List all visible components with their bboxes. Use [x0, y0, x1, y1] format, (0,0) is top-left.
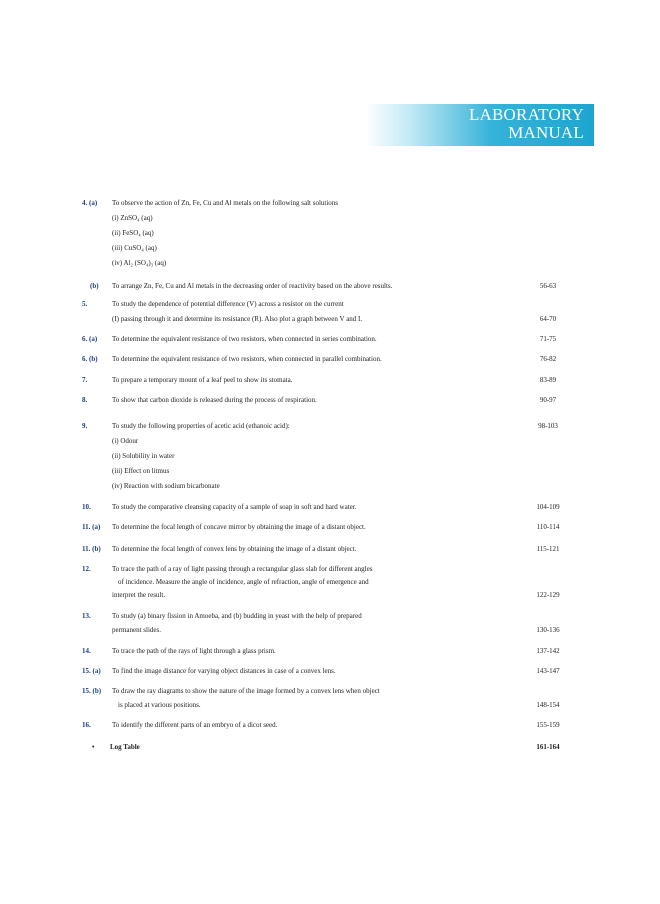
toc-number: (b)	[90, 282, 99, 290]
toc-subitem: (i) ZnSO₄ (aq)	[112, 214, 153, 222]
toc-number: 15. (a)	[82, 667, 101, 675]
toc-pages: 104-109	[536, 503, 560, 511]
banner-line-1: LABORATORY	[468, 105, 584, 124]
toc-pages: 110-114	[536, 523, 560, 531]
toc-title-cont: (I) passing through it and determine its resistance (R). Also plot a graph between V and I.	[112, 315, 363, 323]
toc-title: To study the following properties of acetic acid (ethanoic acid):	[112, 422, 290, 430]
toc-number: 11. (b)	[82, 545, 101, 553]
toc-number: 12.	[82, 565, 91, 573]
toc-title-cont: is placed at various positions.	[118, 701, 201, 709]
toc-pages: 148-154	[536, 701, 560, 709]
toc-title: To study (a) binary fission in Amoeba, and (b) budding in yeast with the help of prepared	[112, 612, 362, 620]
toc-number: 10.	[82, 503, 91, 511]
toc-number: 8.	[82, 396, 88, 404]
toc-pages: 76-82	[539, 355, 557, 363]
toc-pages: 64-70	[539, 315, 557, 323]
toc-number: 15. (b)	[82, 687, 102, 695]
toc-pages: 122-129	[536, 591, 560, 599]
toc-title: To determine the focal length of concave mirror by obtaining the image of a distant object.	[112, 523, 366, 531]
bullet: •	[92, 743, 95, 751]
toc-title: To arrange Zn, Fe, Cu and Al metals in the decreasing order of reactivity based on the above results.	[112, 282, 393, 290]
toc-number: 9.	[82, 422, 88, 430]
toc-title-cont: of incidence. Measure the angle of incidence, angle of refraction, angle of emergence and	[118, 578, 369, 586]
toc-title-cont: interpret the result.	[112, 591, 166, 599]
toc-number: 6. (a)	[82, 335, 98, 343]
toc-pages: 71-75	[539, 335, 557, 343]
toc-number: 7.	[82, 376, 88, 384]
toc-title: To show that carbon dioxide is released during the process of respiration.	[112, 396, 317, 404]
toc-number: 11. (a)	[82, 523, 101, 531]
toc-subitem: (ii) Solubility in water	[112, 452, 175, 460]
toc-pages: 130-136	[536, 626, 560, 634]
toc-title: To determine the focal length of convex lens by obtaining the image of a distant object.	[112, 545, 357, 553]
toc-pages: 115-121	[536, 545, 560, 553]
toc-pages: 143-147	[536, 667, 560, 675]
toc-subitem: (i) Odour	[112, 437, 139, 445]
toc-title: To trace the path of the rays of light through a glass prism.	[112, 647, 276, 655]
toc-title: To determine the equivalent resistance of two resistors, when connected in series combination.	[112, 335, 377, 343]
toc-pages: 155-159	[536, 721, 560, 729]
toc-number: 13.	[82, 612, 91, 620]
toc-subitem: (iii) Effect on litmus	[112, 467, 170, 475]
toc-title: To find the image distance for varying object distances in case of a convex lens.	[112, 667, 336, 675]
toc-title: To trace the path of a ray of light passing through a rectangular glass slab for different angles	[112, 565, 373, 573]
toc-pages: 137-142	[536, 647, 560, 655]
toc-title: To determine the equivalent resistance of two resistors, when connected in parallel combination.	[112, 355, 382, 363]
toc-title: To identify the different parts of an embryo of a dicot seed.	[112, 721, 278, 729]
toc-subitem: (ii) FeSO₄ (aq)	[112, 229, 154, 237]
toc-title: To observe the action of Zn, Fe, Cu and Al metals on the following salt solutions	[112, 199, 339, 207]
toc-number: 6. (b)	[82, 355, 98, 363]
toc-title: To prepare a temporary mount of a leaf peel to show its stomata.	[112, 376, 293, 384]
toc-subitem: (iv) Reaction with sodium bicarbonate	[112, 482, 220, 490]
toc-subitem: (iii) CuSO₄ (aq)	[112, 244, 157, 252]
toc-title: Log Table	[110, 743, 140, 751]
toc-subitem: (iv) Al₂ (SO₄)₃ (aq)	[112, 259, 167, 267]
toc-title-cont: permanent slides.	[112, 626, 161, 634]
toc-number: 14.	[82, 647, 91, 655]
toc-title: To study the dependence of potential difference (V) across a resistor on the current	[112, 300, 344, 308]
toc-pages: 90-97	[539, 396, 557, 404]
toc-number: 5.	[82, 300, 88, 308]
toc-pages: 161-164	[536, 743, 560, 751]
toc-number: 16.	[82, 721, 91, 729]
toc-title: To study the comparative cleansing capacity of a sample of soap in soft and hard water.	[112, 503, 357, 511]
toc-number: 4. (a)	[82, 199, 98, 207]
toc-title: To draw the ray diagrams to show the nature of the image formed by a convex lens when object	[112, 687, 380, 695]
toc-pages: 56-63	[539, 282, 557, 290]
banner-line-2: MANUAL	[508, 123, 584, 142]
toc-pages: 98-103	[538, 422, 558, 430]
toc-pages: 83-89	[539, 376, 557, 384]
